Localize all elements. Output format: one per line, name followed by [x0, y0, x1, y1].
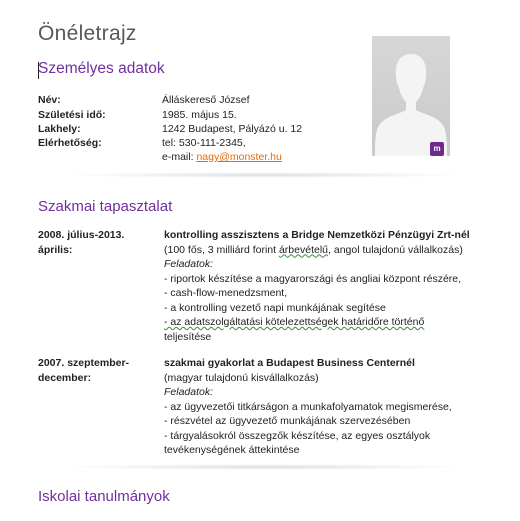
date-line: április: — [38, 243, 73, 256]
experience-body — [164, 356, 504, 458]
duty-line: tevékenységének áttekintése — [164, 444, 300, 456]
field-value: 1985. május 15. — [162, 109, 237, 121]
duties-label: Feladatok: — [164, 258, 214, 270]
section-divider — [60, 464, 470, 470]
field-value: 1242 Budapest, Pályázó u. 12 — [162, 123, 303, 135]
experience-heading: Szakmai tapasztalat — [38, 198, 173, 215]
field-value: Álláskereső József — [162, 94, 250, 106]
experience-body — [164, 228, 504, 344]
duty-line: - az ügyvezetői titkárságon a munkafolyamatok megismerése, — [164, 400, 452, 413]
job-title: szakmai gyakorlat a Budapest Business Centernél — [164, 357, 415, 369]
date-line: december: — [38, 371, 92, 384]
experience-date — [38, 228, 156, 257]
duty-line: - részvétel az ügyvezető munkájának szervezésében — [164, 415, 411, 427]
duty-line: teljesítése — [164, 330, 212, 343]
date-line: 2008. július-2013. — [38, 229, 125, 241]
job-description — [164, 243, 504, 258]
field-label: Név: — [38, 94, 61, 106]
personal-heading: Személyes adatok — [38, 60, 165, 77]
experience-date — [38, 356, 156, 385]
email-link[interactable]: nagy@monster.hu — [196, 151, 282, 163]
job-description: (magyar tulajdonú kisvállalkozás) — [164, 371, 319, 384]
email-prefix: e-mail: — [162, 151, 197, 163]
field-label: Születési idő: — [38, 109, 106, 121]
duties-label: Feladatok: — [164, 386, 214, 398]
field-label: Lakhely: — [38, 123, 81, 135]
job-title: kontrolling asszisztens a Bridge Nemzetközi Pénzügyi Zrt-nél — [164, 229, 470, 241]
field-value: tel: 530-111-2345, — [162, 137, 246, 149]
profile-photo — [372, 36, 450, 156]
email-line — [162, 150, 282, 164]
desc-text: (100 fős, 3 milliárd forint — [164, 243, 279, 256]
duty-line: - az adatszolgáltatási kötelezettségek határidőre történő — [164, 316, 425, 328]
duty-line: - a kontrolling vezető napi munkájának segítése — [164, 301, 386, 314]
duty-line: - riportok készítése a magyarországi és angliai központ részére, — [164, 272, 462, 285]
education-heading: Iskolai tanulmányok — [38, 488, 170, 505]
monster-logo-icon: m — [430, 142, 444, 156]
document-title: Önéletrajz — [38, 22, 137, 45]
desc-text: , angol tulajdonú vállalkozás) — [328, 243, 463, 256]
person-silhouette-icon — [372, 36, 450, 156]
section-divider — [60, 172, 470, 178]
field-label: Elérhetőség: — [38, 137, 102, 149]
duty-line: - tárgyalásokról összegzők készítése, az egyes osztályok — [164, 429, 431, 442]
desc-underlined: árbevételű — [278, 243, 329, 256]
duty-line: - cash-flow-menedzsment, — [164, 287, 288, 299]
date-line: 2007. szeptember- — [38, 357, 130, 369]
